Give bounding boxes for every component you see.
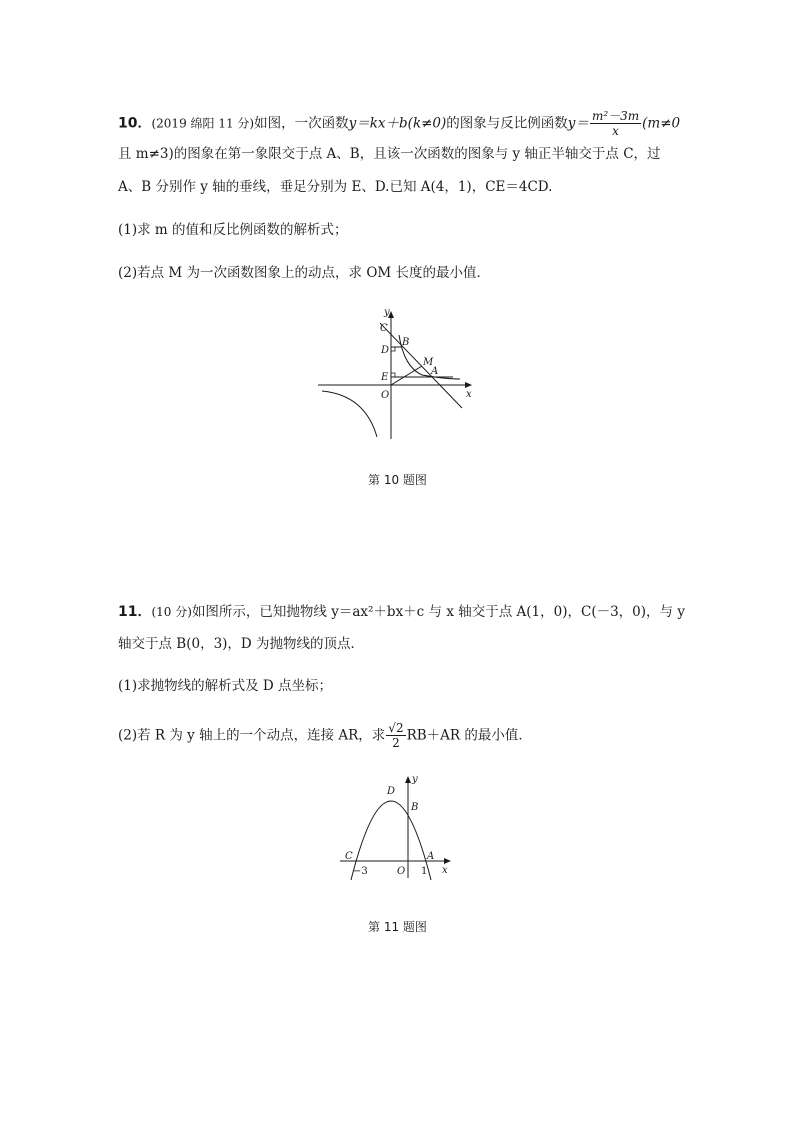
q11-number: 11 bbox=[118, 604, 138, 620]
q10-label-C: C bbox=[380, 323, 388, 334]
q11-label-D: D bbox=[387, 786, 396, 797]
q11-figure-caption: 第 11 题图 bbox=[368, 920, 427, 934]
q11-line-2: 轴交于点 B(0，3)，D 为抛物线的顶点． bbox=[118, 636, 365, 652]
q10-linear-line bbox=[380, 323, 462, 408]
q10-label-O: O bbox=[381, 390, 390, 401]
q10-frac-denominator: x bbox=[612, 124, 619, 138]
q11-frac-numerator: √2 bbox=[388, 721, 404, 735]
q10-figure-caption: 第 10 题图 bbox=[368, 473, 427, 487]
q10-label-B: B bbox=[402, 337, 410, 348]
q11-part-2-text-b: RB＋AR 的最小值． bbox=[406, 727, 532, 744]
q10-segment-OM bbox=[391, 366, 422, 385]
q10-frac-numerator: m²－3m bbox=[591, 109, 640, 123]
q10-right-angle-E bbox=[391, 373, 395, 377]
q11-figure bbox=[335, 772, 460, 887]
q11-label-x: x bbox=[442, 865, 448, 876]
q11-frac-denominator: 2 bbox=[392, 736, 400, 750]
q10-line-3: A、B 分别作 y 轴的垂线，垂足分别为 E、D.已知 A(4，1)，CE＝4CD. bbox=[118, 179, 553, 195]
q11-x-arrow bbox=[444, 858, 451, 864]
q11-y-arrow bbox=[405, 776, 411, 783]
q11-label-B: B bbox=[411, 802, 419, 813]
q11-label-y: y bbox=[412, 774, 418, 785]
q10-frac-prefix: y＝ bbox=[567, 115, 589, 132]
q10-label-M: M bbox=[423, 357, 434, 368]
q10-number: 10 bbox=[118, 115, 138, 132]
q10-fraction bbox=[590, 109, 641, 139]
q10-text-1: 如图，一次函数 bbox=[254, 115, 349, 132]
q11-label-A: A bbox=[427, 851, 435, 862]
q10-label-E: E bbox=[381, 372, 389, 383]
q11-source: (10 分) bbox=[151, 605, 192, 619]
q11-fraction bbox=[386, 721, 405, 751]
q11-line-1 bbox=[118, 603, 685, 621]
q10-label-A: A bbox=[431, 366, 439, 377]
q10-x-arrow bbox=[465, 382, 472, 388]
q11-label-C: C bbox=[345, 851, 353, 862]
q10-number-dot: ． bbox=[137, 115, 152, 132]
q10-figure bbox=[310, 305, 480, 445]
q10-line-2: 且 m≠3)的图象在第一象限交于点 A、B，且该一次函数的图象与 y 轴正半轴交于点 C，过 bbox=[118, 146, 661, 162]
q11-part-2 bbox=[118, 721, 532, 751]
q11-part-2-text-a: (2)若 R 为 y 轴上的一个动点，连接 AR，求 bbox=[118, 727, 386, 744]
q10-text-2: 的图象与反比例函数 bbox=[446, 115, 568, 132]
q11-part-1: (1)求抛物线的解析式及 D 点坐标； bbox=[118, 678, 333, 694]
q10-part-2: (2)若点 M 为一次函数图象上的动点，求 OM 长度的最小值． bbox=[118, 265, 491, 281]
q10-frac-suffix: (m≠0 bbox=[642, 115, 681, 132]
q10-label-x: x bbox=[466, 389, 472, 400]
q10-right-angle-D bbox=[391, 347, 395, 351]
q11-text-1: 如图所示，已知抛物线 y＝ax²＋bx＋c 与 x 轴交于点 A(1，0)，C(－3，0)，与 y bbox=[191, 604, 685, 620]
q10-label-y: y bbox=[384, 307, 390, 318]
q10-linear-expr: y＝kx＋b(k≠0) bbox=[348, 115, 447, 132]
q11-number-dot: ． bbox=[137, 604, 152, 620]
q10-line-1 bbox=[118, 109, 680, 139]
q11-tick-1: 1 bbox=[421, 866, 428, 877]
q11-tick-neg3: −3 bbox=[353, 866, 368, 877]
q10-label-D: D bbox=[381, 345, 390, 356]
q11-label-O: O bbox=[397, 866, 406, 877]
q10-source: (2019 绵阳 11 分) bbox=[151, 116, 255, 131]
q10-hyperbola-branch-3 bbox=[322, 391, 377, 437]
q10-part-1: (1)求 m 的值和反比例函数的解析式； bbox=[118, 222, 348, 238]
